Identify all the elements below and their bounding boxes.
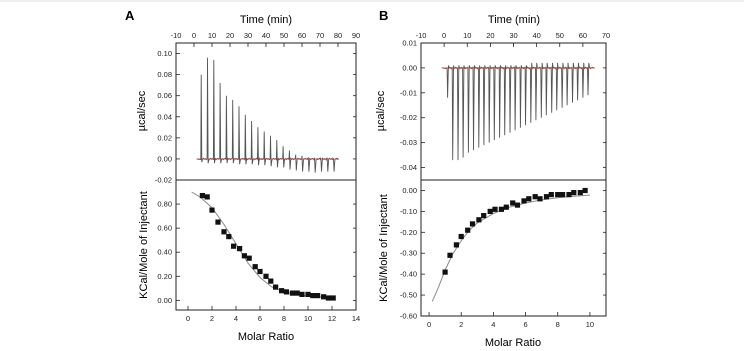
a-top-xtick-label: -10 xyxy=(170,31,182,40)
b-bot-xtick-label: 10 xyxy=(585,320,595,329)
b-bot-data-point xyxy=(566,192,571,197)
a-bot-xtick-label: 2 xyxy=(209,314,215,323)
b-bot-ytick-label: -0.50 xyxy=(399,290,417,300)
b-bot-ytick-label: 0.00 xyxy=(402,185,417,195)
a-bot-data-point xyxy=(279,288,284,293)
a-top-ytick-label: 0.08 xyxy=(157,70,172,80)
panel-a-thermogram xyxy=(155,31,360,185)
a-bot-data-point xyxy=(299,292,304,297)
a-bot-data-point xyxy=(253,264,258,269)
a-bot-xtick-label: 12 xyxy=(327,314,337,323)
a-top-ytick-label: 0.02 xyxy=(157,133,172,143)
a-bot-data-point xyxy=(247,256,252,261)
a-bot-data-point xyxy=(257,269,262,274)
a-top-ytick-label: 0.06 xyxy=(157,91,172,101)
b-bot-ytick-label: -0.30 xyxy=(399,248,417,258)
b-top-ytick-label: -0.02 xyxy=(399,113,417,123)
a-bot-data-point xyxy=(331,295,336,300)
b-top-xtick-label: 10 xyxy=(463,31,472,40)
a-top-xtick-label: 50 xyxy=(279,31,289,40)
a-bot-data-point xyxy=(268,279,273,284)
a-bot-data-point xyxy=(200,193,205,198)
panel-b-molar-ratio-axis-title: Molar Ratio xyxy=(484,337,542,349)
panel-b-heat-axis-title: KCal/Mole of Injectant xyxy=(378,194,390,302)
panel-a-label: A xyxy=(125,8,135,23)
a-bot-xtick-label: 14 xyxy=(351,314,361,323)
a-top-raw-trace xyxy=(197,58,339,173)
a-bot-xtick-label: 10 xyxy=(303,314,313,323)
b-bot-data-point xyxy=(488,209,493,214)
a-bot-ytick-label: 0.20 xyxy=(157,271,172,281)
b-bot-ytick-label: -0.10 xyxy=(399,206,417,216)
b-bot-data-point xyxy=(521,198,526,203)
a-bot-data-point xyxy=(205,194,210,199)
a-bot-ytick-label: 0.60 xyxy=(157,223,172,233)
a-top-xtick-label: 10 xyxy=(207,31,217,40)
a-bot-ytick-label: 0.00 xyxy=(157,295,172,305)
b-top-xtick-label: -10 xyxy=(415,31,427,40)
a-bot-data-point xyxy=(215,220,220,225)
b-bot-xtick-label: 2 xyxy=(459,320,464,329)
panel-a xyxy=(136,14,360,343)
b-bot-data-point xyxy=(465,228,470,233)
b-bot-xtick-label: 4 xyxy=(491,320,496,329)
panel-b xyxy=(375,14,610,349)
a-bot-data-point xyxy=(242,253,247,258)
a-top-xtick-label: 0 xyxy=(191,31,197,40)
a-top-xtick-label: 60 xyxy=(297,31,307,40)
b-top-raw-trace xyxy=(442,63,595,160)
a-top-ytick-label: 0.10 xyxy=(157,49,172,59)
a-top-ytick-label: 0.00 xyxy=(157,154,172,164)
b-bot-data-point xyxy=(537,196,542,201)
a-bot-data-point xyxy=(321,294,326,299)
a-bot-data-point xyxy=(263,274,268,279)
a-bot-data-point xyxy=(226,234,231,239)
a-bot-xtick-label: 4 xyxy=(233,314,239,323)
b-bot-ytick-label: -0.40 xyxy=(399,269,417,279)
b-bot-xtick-label: 8 xyxy=(555,320,560,329)
a-bot-data-point xyxy=(315,293,320,298)
a-bot-data-point xyxy=(273,285,278,290)
a-top-xtick-label: 20 xyxy=(225,31,235,40)
a-bot-ytick-label: 0.40 xyxy=(157,247,172,257)
b-bot-ytick-label: -0.60 xyxy=(399,311,417,321)
b-top-xtick-label: 70 xyxy=(601,31,611,40)
b-bot-data-point xyxy=(510,200,515,205)
b-bot-data-point xyxy=(533,194,538,199)
a-bot-data-point xyxy=(326,295,331,300)
b-bot-data-point xyxy=(492,207,497,212)
panel-b-label: B xyxy=(379,8,389,23)
b-top-ytick-label: -0.03 xyxy=(399,138,417,148)
b-bot-data-point xyxy=(476,217,481,222)
b-bot-data-point xyxy=(571,190,576,195)
b-bot-data-point xyxy=(443,270,448,275)
b-top-xtick-label: 20 xyxy=(486,31,495,40)
b-bot-data-point xyxy=(578,190,583,195)
b-bot-ytick-label: -0.20 xyxy=(399,227,417,237)
b-top-xtick-label: 0 xyxy=(442,31,447,40)
b-top-ytick-label: -0.01 xyxy=(399,88,417,98)
a-bot-data-point xyxy=(290,291,295,296)
a-bot-data-point xyxy=(284,289,289,294)
a-bot-data-point xyxy=(237,246,242,251)
b-bot-data-point xyxy=(470,221,475,226)
a-bot-ytick-label: 0.80 xyxy=(157,199,172,209)
panel-a-binding-isotherm xyxy=(157,192,360,323)
panel-b-time-axis-title: Time (min) xyxy=(487,14,541,26)
b-bot-data-point xyxy=(481,213,486,218)
a-bot-data-point xyxy=(231,244,236,249)
a-bot-xtick-label: 8 xyxy=(281,314,287,323)
b-bot-data-point xyxy=(447,253,452,258)
b-bot-fit-curve xyxy=(432,195,590,301)
b-bot-xtick-label: 0 xyxy=(426,320,432,329)
a-bot-data-point xyxy=(310,293,315,298)
panel-a-heat-axis-title: KCal/Mole of Injectant xyxy=(138,191,150,299)
panel-b-thermogram xyxy=(400,31,610,172)
b-bot-data-point xyxy=(560,192,565,197)
b-top-ytick-label: 0.01 xyxy=(402,38,417,48)
a-bot-data-point xyxy=(209,208,214,213)
b-bot-data-point xyxy=(454,242,459,247)
b-bot-data-point xyxy=(515,203,520,208)
a-top-ytick-label: 0.04 xyxy=(157,112,172,122)
b-bot-data-point xyxy=(544,194,549,199)
a-bot-xtick-label: 6 xyxy=(257,314,263,323)
b-top-ytick-label: -0.04 xyxy=(399,163,417,173)
b-bot-data-point xyxy=(549,192,554,197)
a-top-xtick-label: 70 xyxy=(315,31,325,40)
panel-b-binding-isotherm xyxy=(400,186,606,329)
a-top-xtick-label: 40 xyxy=(261,31,271,40)
b-bot-data-point xyxy=(583,188,588,193)
a-bot-data-point xyxy=(295,291,300,296)
panel-a-power-axis-title: µcal/sec xyxy=(136,90,148,132)
a-bot-data-point xyxy=(221,229,226,234)
b-bot-xtick-label: 6 xyxy=(523,320,528,329)
panel-b-power-axis-title: µcal/sec xyxy=(375,90,387,132)
b-top-xtick-label: 30 xyxy=(509,31,518,40)
a-bot-xtick-label: 0 xyxy=(185,314,191,323)
b-top-ytick-label: 0.00 xyxy=(402,63,417,73)
b-top-xtick-label: 60 xyxy=(578,31,588,40)
panel-a-molar-ratio-axis-title: Molar Ratio xyxy=(237,331,295,343)
a-top-xtick-label: 80 xyxy=(333,31,343,40)
b-top-xtick-label: 40 xyxy=(532,31,541,40)
panel-a-time-axis-title: Time (min) xyxy=(239,14,293,26)
a-bot-data-point xyxy=(305,292,310,297)
b-bot-data-point xyxy=(459,234,464,239)
b-top-xtick-label: 50 xyxy=(555,31,564,40)
b-bot-data-point xyxy=(499,207,504,212)
b-bot-data-point xyxy=(555,192,560,197)
a-top-xtick-label: 30 xyxy=(243,31,253,40)
b-bot-data-point xyxy=(526,196,531,201)
b-bot-data-point xyxy=(504,205,509,210)
a-top-xtick-label: 90 xyxy=(351,31,361,40)
a-top-ytick-label: -0.02 xyxy=(154,175,172,185)
